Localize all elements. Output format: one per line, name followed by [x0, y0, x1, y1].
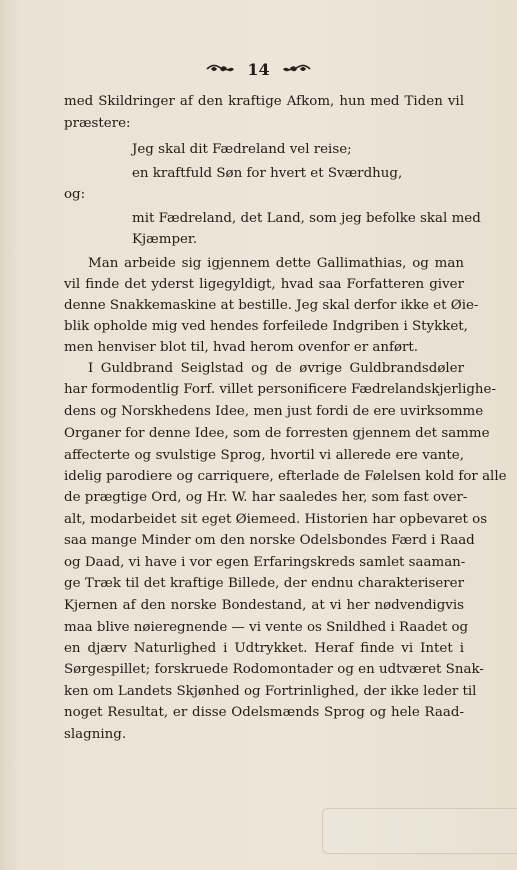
text-line: præstere:: [64, 116, 131, 131]
text-line: denne Snakkemaskine at bestille. Jeg skal derfor ikke et Øie-: [64, 298, 479, 313]
text-line: dens og Norskhedens Idee, men just fordi de ere uvirksomme: [64, 404, 484, 419]
text-line: Kjernen af den norske Bondestand, at vi her nødvendigvis: [64, 598, 464, 613]
text-line: noget Resultat, er disse Odelsmænds Sprog og hele Raad-: [64, 705, 464, 720]
text-line: med Skildringer af den kraftige Afkom, hun med Tiden vil: [64, 94, 464, 109]
text-line: alt, modarbeidet sit eget Øiemeed. Historien har opbevaret os: [64, 512, 488, 527]
text-line: blik opholde mig ved hendes forfeilede Indgriben i Stykket,: [64, 319, 468, 334]
text-line: idelig parodiere og carriquere, efterlade de Følelsen kold for alle: [64, 469, 507, 484]
text-line: Sørgespillet; forskruede Rodomontader og en udtværet Snak-: [64, 662, 484, 677]
text-line: Organer for denne Idee, som de forresten gjennem det samme: [64, 426, 490, 441]
fleuron-right-icon: [282, 62, 312, 76]
page-header: [0, 58, 517, 80]
library-stamp-outline: [322, 808, 517, 854]
text-line: slagning.: [64, 727, 127, 742]
text-line: og Daad, vi have i vor egen Erfaringskreds samlet saaman-: [64, 555, 466, 570]
page-number: 14: [247, 59, 270, 79]
text-line: maa blive nøieregnende — vi vente os Snildhed i Raadet og: [64, 620, 469, 635]
text-line: ken om Landets Skjønhed og Fortrinlighed, der ikke leder til: [64, 684, 477, 699]
verse-line: mit Fædreland, det Land, som jeg befolke skal med: [132, 211, 481, 226]
paragraph-first-line: I Guldbrand Seiglstad og de øvrige Guldbrandsdøler: [88, 361, 464, 376]
text-line: saa mange Minder om den norske Odelsbondes Færd i Raad: [64, 533, 475, 548]
text-line: de prægtige Ord, og Hr. W. har saaledes her, som fast over-: [64, 490, 468, 505]
verse-line: en kraftfuld Søn for hvert et Sværdhug,: [132, 166, 403, 181]
text-line: en djærv Naturlighed i Udtrykket. Heraf finde vi Intet i: [64, 641, 464, 656]
verse-line: Jeg skal dit Fædreland vel reise;: [132, 142, 352, 157]
text-line: men henviser blot til, hvad herom ovenfor er anført.: [64, 340, 419, 355]
text-line: affecterte og svulstige Sprog, hvortil vi allerede ere vante,: [64, 448, 464, 463]
fleuron-left-icon: [205, 62, 235, 76]
text-line: vil finde det yderst ligegyldigt, hvad saa Forfatteren giver: [64, 277, 464, 292]
text-line: ge Træk til det kraftige Billede, der endnu charakteriserer: [64, 576, 464, 591]
text-line: og:: [64, 187, 86, 202]
verse-line: Kjæmper.: [132, 232, 198, 247]
text-line: har formodentlig Forf. villet personificere Fædrelandskjerlighe-: [64, 382, 497, 397]
paragraph-first-line: Man arbeide sig igjennem dette Gallimathias, og man: [88, 256, 464, 271]
